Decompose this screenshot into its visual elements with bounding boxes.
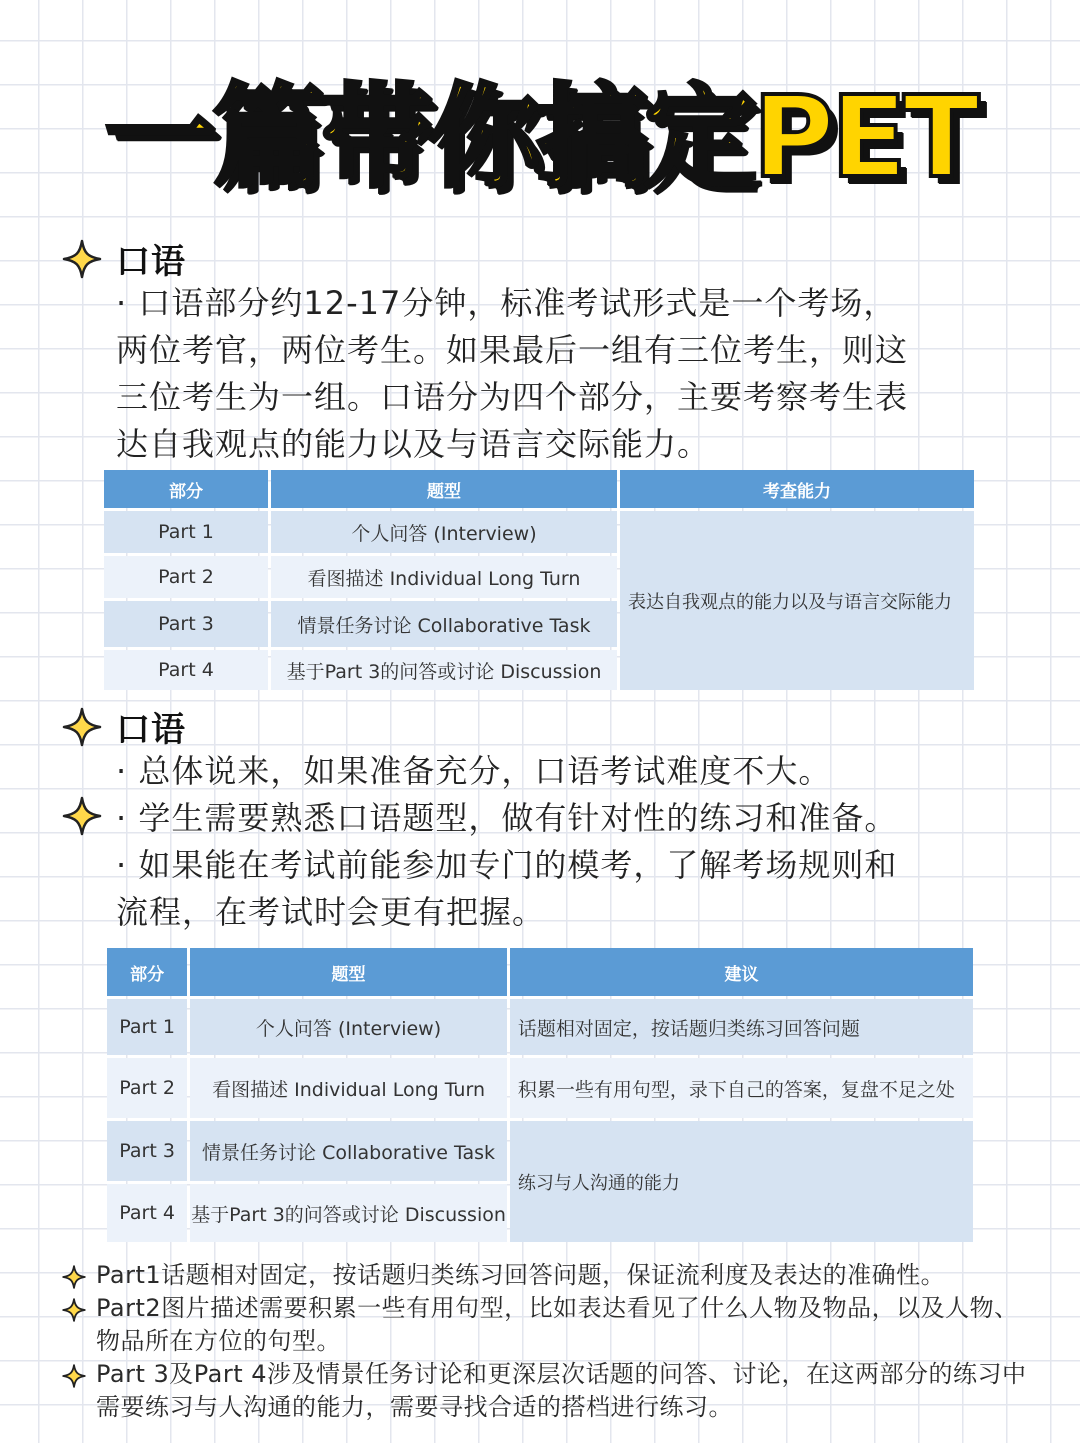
section1-line: 达自我观点的能力以及与语言交际能力。 xyxy=(116,425,711,463)
table-row xyxy=(104,511,974,553)
table-row xyxy=(107,1121,973,1181)
cell-ability: 表达自我观点的能力以及与语言交际能力 xyxy=(620,511,974,690)
note-item xyxy=(62,1259,1042,1292)
section2-heading xyxy=(62,702,186,751)
section1-line: 三位考生为一组。口语分为四个部分，主要考察考生表 xyxy=(116,378,909,416)
cell-type: 看图描述 Individual Long Turn xyxy=(190,1058,507,1118)
section1-line: 两位考官，两位考生。如果最后一组有三位考生，则这 xyxy=(116,331,909,369)
cell-part: Part 4 xyxy=(107,1184,187,1242)
cell-part: Part 1 xyxy=(107,999,187,1055)
note-text: Part1话题相对固定，按话题归类练习回答问题，保证流利度及表达的准确性。 xyxy=(96,1261,946,1289)
sparkle-icon xyxy=(62,1265,86,1289)
note-item xyxy=(62,1358,1042,1424)
cell-part: Part 3 xyxy=(104,601,268,647)
cell-type: 个人问答 (Interview) xyxy=(271,511,617,553)
table-header-row xyxy=(104,470,974,508)
sparkle-icon xyxy=(62,1364,86,1388)
section2-table xyxy=(104,945,976,1245)
cell-type: 个人问答 (Interview) xyxy=(190,999,507,1055)
notes-list xyxy=(62,1259,1042,1424)
header-type: 题型 xyxy=(271,470,617,508)
header-part: 部分 xyxy=(107,948,187,996)
section1-heading xyxy=(62,234,186,283)
cell-type: 基于Part 3的问答或讨论 Discussion xyxy=(271,650,617,690)
section2-line: · 总体说来，如果准备充分，口语考试难度不大。 xyxy=(116,752,832,790)
section1-table xyxy=(101,467,977,693)
cell-advice-merged: 练习与人沟通的能力 xyxy=(510,1121,973,1242)
cell-part: Part 2 xyxy=(107,1058,187,1118)
cell-type: 情景任务讨论 Collaborative Task xyxy=(190,1121,507,1181)
sparkle-icon xyxy=(62,707,102,747)
cell-part: Part 1 xyxy=(104,511,268,553)
cell-part: Part 2 xyxy=(104,556,268,598)
sparkle-icon xyxy=(62,1298,86,1322)
section2-heading-label: 口语 xyxy=(116,710,186,750)
table-header-row xyxy=(107,948,973,996)
cell-part: Part 3 xyxy=(107,1121,187,1181)
page-title: 一篇带你搞定PET xyxy=(104,73,976,203)
sparkle-icon xyxy=(62,796,102,836)
section1-heading-label: 口语 xyxy=(116,242,186,282)
header-part: 部分 xyxy=(104,470,268,508)
cell-advice: 积累一些有用句型，录下自己的答案，复盘不足之处 xyxy=(510,1058,973,1118)
cell-advice: 话题相对固定，按话题归类练习回答问题 xyxy=(510,999,973,1055)
table-row xyxy=(107,1058,973,1118)
cell-part: Part 4 xyxy=(104,650,268,690)
header-ability: 考查能力 xyxy=(620,470,974,508)
note-text: Part 3及Part 4涉及情景任务讨论和更深层次话题的问答、讨论，在这两部分的练习中需要练习与人沟通的能力，需要寻找合适的搭档进行练习。 xyxy=(96,1360,1027,1421)
section2-line: 流程，在考试时会更有把握。 xyxy=(116,893,546,931)
sparkle-icon xyxy=(62,239,102,279)
note-item xyxy=(62,1292,1042,1358)
cell-type: 情景任务讨论 Collaborative Task xyxy=(271,601,617,647)
header-advice: 建议 xyxy=(510,948,973,996)
cell-type: 看图描述 Individual Long Turn xyxy=(271,556,617,598)
cell-type: 基于Part 3的问答或讨论 Discussion xyxy=(190,1184,507,1242)
table-row xyxy=(107,999,973,1055)
section2-line: · 如果能在考试前能参加专门的模考，了解考场规则和 xyxy=(116,846,898,884)
section2-paragraph xyxy=(116,748,1046,936)
note-text: Part2图片描述需要积累一些有用句型，比如表达看见了什么人物及物品，以及人物、物品所在方位的句型。 xyxy=(96,1294,1019,1355)
section1-paragraph xyxy=(116,280,1046,468)
section1-line: · 口语部分约12-17分钟，标准考试形式是一个考场， xyxy=(116,284,897,322)
header-type: 题型 xyxy=(190,948,507,996)
section2-line: · 学生需要熟悉口语题型，做有针对性的练习和准备。 xyxy=(116,799,898,837)
